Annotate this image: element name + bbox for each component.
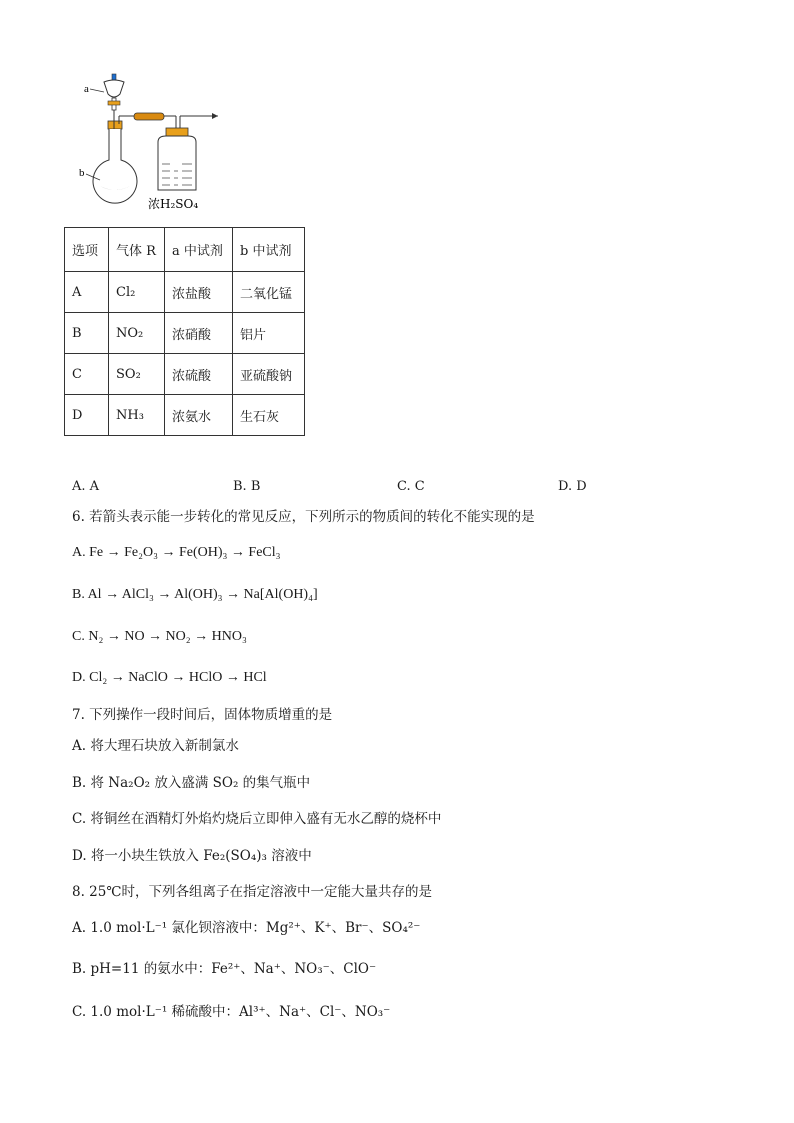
cell-option: D bbox=[65, 395, 109, 436]
q8-option-a[interactable]: A. 1.0 mol·L⁻¹ 氯化钡溶液中：Mg²⁺、K⁺、Br⁻、SO₄²⁻ bbox=[72, 920, 421, 936]
label-a: a bbox=[84, 83, 89, 95]
cell-gas: SO₂ bbox=[109, 354, 165, 395]
q8-option-c[interactable]: C. 1.0 mol·L⁻¹ 稀硫酸中：Al³⁺、Na⁺、Cl⁻、NO₃⁻ bbox=[72, 1004, 391, 1020]
label-b: b bbox=[79, 167, 85, 179]
q7-option-d[interactable]: D. 将一小块生铁放入 Fe₂(SO₄)₃ 溶液中 bbox=[72, 848, 312, 864]
table-row bbox=[65, 354, 305, 395]
cell-reagent-b: 生石灰 bbox=[233, 395, 305, 436]
table-header-row bbox=[65, 228, 305, 272]
header-reagent-b: b 中试剂 bbox=[233, 228, 305, 272]
gas-apparatus-diagram bbox=[78, 68, 228, 216]
cell-reagent-b: 二氧化锰 bbox=[233, 272, 305, 313]
cell-reagent-b: 铝片 bbox=[233, 313, 305, 354]
header-option: 选项 bbox=[65, 228, 109, 272]
q7-option-c[interactable]: C. 将铜丝在酒精灯外焰灼烧后立即伸入盛有无水乙醇的烧杯中 bbox=[72, 811, 442, 827]
q7-option-b[interactable]: B. 将 Na₂O₂ 放入盛满 SO₂ 的集气瓶中 bbox=[72, 775, 311, 791]
table-row bbox=[65, 395, 305, 436]
cell-reagent-a: 浓盐酸 bbox=[165, 272, 233, 313]
q6-option-b[interactable]: B. Al → AlCl₃ → Al(OH)₃ → Na[Al(OH)₄] bbox=[72, 587, 318, 602]
cell-gas: Cl₂ bbox=[109, 272, 165, 313]
bottle-caption: 浓H₂SO₄ bbox=[148, 197, 199, 211]
q5-choice-b[interactable]: B. B bbox=[233, 479, 261, 494]
cell-reagent-b: 亚硫酸钠 bbox=[233, 354, 305, 395]
cell-reagent-a: 浓硝酸 bbox=[165, 313, 233, 354]
cell-option: B bbox=[65, 313, 109, 354]
q7-stem: 7. 下列操作一段时间后，固体物质增重的是 bbox=[72, 707, 333, 723]
q6-option-c[interactable]: C. N₂ → NO → NO₂ → HNO₃ bbox=[72, 629, 247, 644]
q5-choice-a[interactable]: A. A bbox=[72, 479, 100, 494]
q6-option-a[interactable]: A. Fe → Fe₂O₃ → Fe(OH)₃ → FeCl₃ bbox=[72, 545, 281, 560]
q5-choice-c[interactable]: C. C bbox=[397, 479, 425, 494]
cell-gas: NO₂ bbox=[109, 313, 165, 354]
header-reagent-a: a 中试剂 bbox=[165, 228, 233, 272]
cell-reagent-a: 浓氨水 bbox=[165, 395, 233, 436]
reagent-table bbox=[64, 227, 305, 436]
cell-option: A bbox=[65, 272, 109, 313]
q5-choice-d[interactable]: D. D bbox=[558, 479, 587, 494]
q8-option-b[interactable]: B. pH=11 的氨水中：Fe²⁺、Na⁺、NO₃⁻、ClO⁻ bbox=[72, 961, 377, 977]
table-row bbox=[65, 272, 305, 313]
q6-option-d[interactable]: D. Cl₂ → NaClO → HClO → HCl bbox=[72, 670, 267, 685]
q7-option-a[interactable]: A. 将大理石块放入新制氯水 bbox=[72, 738, 239, 754]
cell-option: C bbox=[65, 354, 109, 395]
cell-gas: NH₃ bbox=[109, 395, 165, 436]
header-gas: 气体 R bbox=[109, 228, 165, 272]
table-row bbox=[65, 313, 305, 354]
q8-stem: 8. 25℃时，下列各组离子在指定溶液中一定能大量共存的是 bbox=[72, 884, 432, 900]
q6-stem: 6. 若箭头表示能一步转化的常见反应，下列所示的物质间的转化不能实现的是 bbox=[72, 509, 535, 525]
cell-reagent-a: 浓硫酸 bbox=[165, 354, 233, 395]
